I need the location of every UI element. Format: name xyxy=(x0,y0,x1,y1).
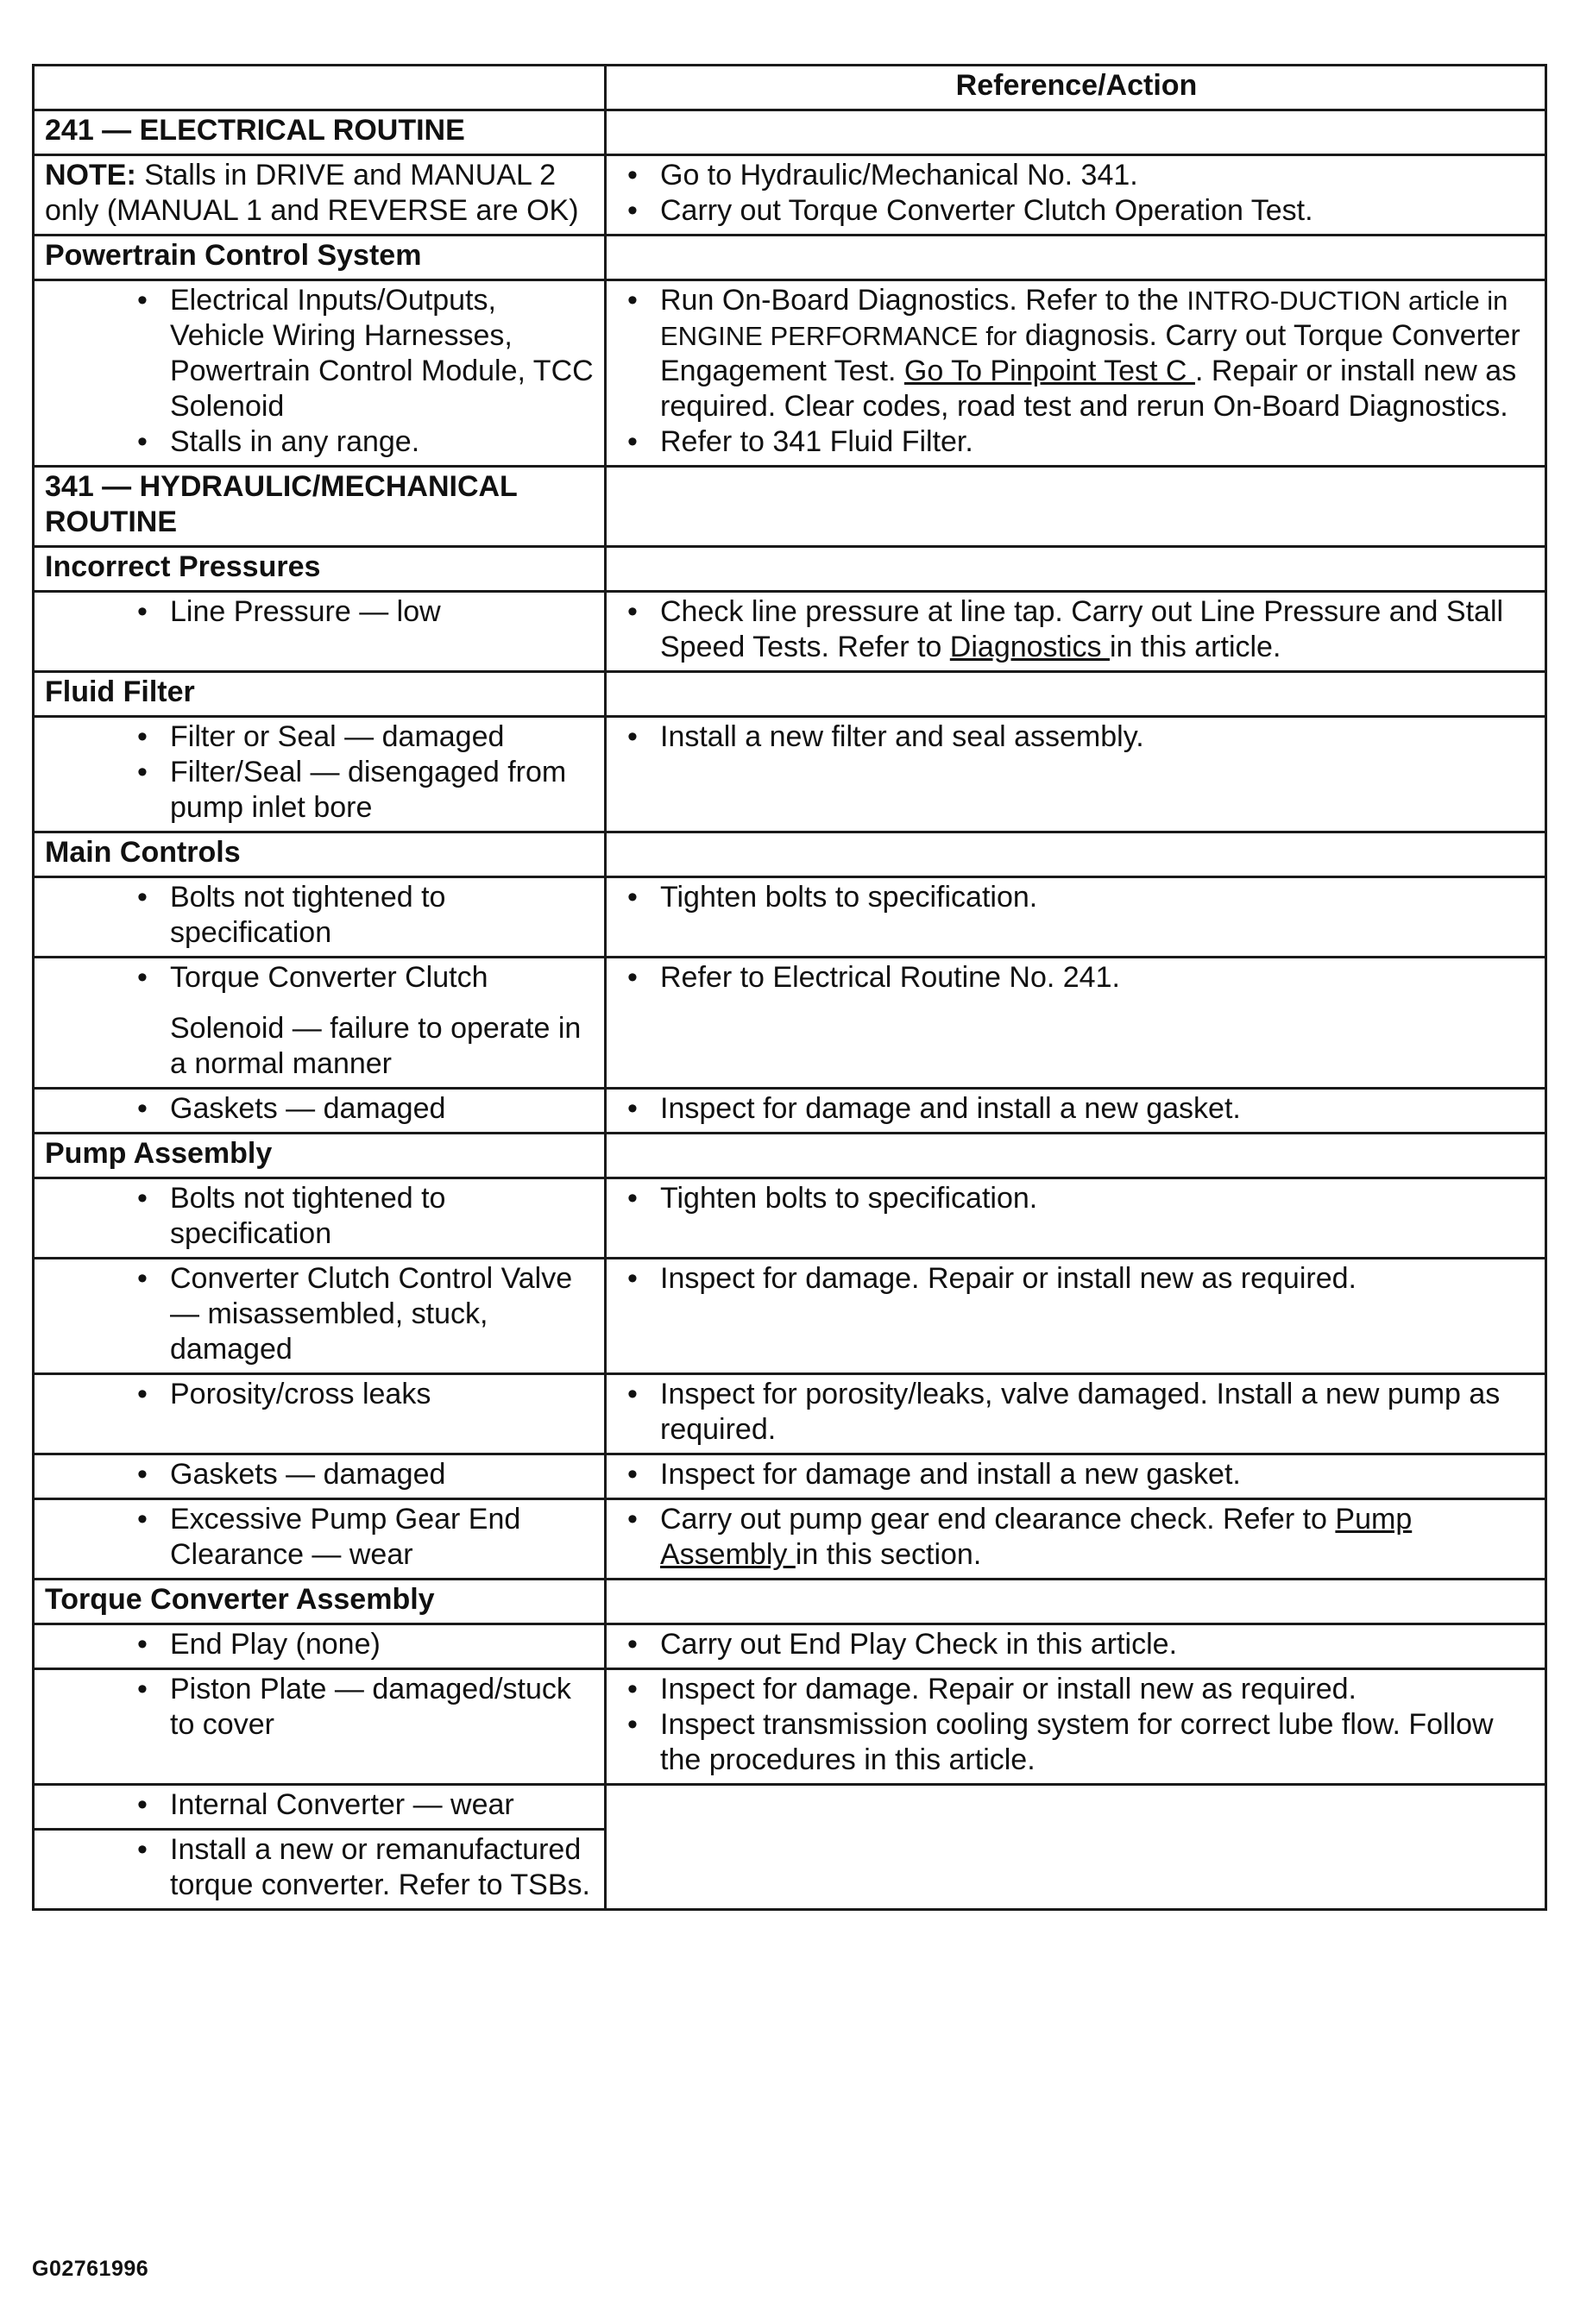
header-reference-action: Reference/Action xyxy=(606,66,1546,110)
list-item: • Refer to Electrical Routine No. 241. xyxy=(617,960,1536,996)
table-row xyxy=(34,1624,1546,1669)
cause-list xyxy=(45,283,595,460)
list-item: • Electrical Inputs/Outputs, Vehicle Wiring Harnesses, Powertrain Control Module, TCC Solenoid xyxy=(45,283,595,424)
header-col1 xyxy=(34,66,606,110)
list-item: • Install a new or remanufactured torque converter. Refer to TSBs. xyxy=(45,1832,595,1903)
note-text: Stalls in DRIVE and MANUAL 2 only (MANUAL 1 and REVERSE are OK) xyxy=(45,159,579,227)
list-item: • Torque Converter Clutch Solenoid — failure to operate in a normal manner xyxy=(45,960,595,1082)
section-row xyxy=(34,110,1546,155)
list-item: • Install a new filter and seal assembly. xyxy=(617,719,1536,755)
section-title-341: 341 — HYDRAULIC/MECHANICAL ROUTINE xyxy=(34,467,606,547)
figure-id: G02761996 xyxy=(32,2257,149,2281)
list-item: • Bolts not tightened to specification xyxy=(45,880,595,951)
list-item: • Inspect transmission cooling system for correct lube flow. Follow the procedures in this article. xyxy=(617,1707,1536,1778)
table-row xyxy=(34,1374,1546,1454)
list-item: • Run On-Board Diagnostics. Refer to the INTRO-DUCTION article in ENGINE PERFORMANCE for diagnosis. Carry out Torque Converter Engagement Test. Go To Pinpoint Test C . Repair or install new as required. Clear codes, road test and rerun On-Board Diagnostics. xyxy=(617,283,1536,424)
list-item: • Gaskets — damaged xyxy=(45,1457,595,1492)
table-row xyxy=(34,280,1546,467)
list-item: • Filter/Seal — disengaged from pump inlet bore xyxy=(45,755,595,826)
list-item: • Piston Plate — damaged/stuck to cover xyxy=(45,1672,595,1743)
action-list xyxy=(617,158,1536,229)
list-item: • Carry out Torque Converter Clutch Operation Test. xyxy=(617,193,1536,229)
table-row xyxy=(34,592,1546,672)
section-row xyxy=(34,236,1546,280)
list-item: • Bolts not tightened to specification xyxy=(45,1181,595,1252)
list-item: • Filter or Seal — damaged xyxy=(45,719,595,755)
section-title-241: 241 — ELECTRICAL ROUTINE xyxy=(34,110,606,155)
list-item: • Go to Hydraulic/Mechanical No. 341. xyxy=(617,158,1536,193)
note-label: NOTE: xyxy=(45,159,136,192)
section-row xyxy=(34,672,1546,717)
section-title-torque-converter: Torque Converter Assembly xyxy=(34,1580,606,1624)
section-row xyxy=(34,467,1546,547)
list-item: • Carry out End Play Check in this article. xyxy=(617,1627,1536,1662)
pinpoint-test-link[interactable]: Go To Pinpoint Test C xyxy=(903,355,1195,387)
pump-assembly-link[interactable]: Pump Assembly xyxy=(660,1503,1413,1571)
table-row xyxy=(34,1669,1546,1785)
action-list xyxy=(617,283,1536,460)
section-title-pressures: Incorrect Pressures xyxy=(34,547,606,592)
section-title-pump-assembly: Pump Assembly xyxy=(34,1134,606,1178)
list-item: • Inspect for damage and install a new gasket. xyxy=(617,1091,1536,1127)
list-item: • Check line pressure at line tap. Carry out Line Pressure and Stall Speed Tests. Refer to Diagnostics in this article. xyxy=(617,594,1536,665)
section-title-powertrain: Powertrain Control System xyxy=(34,236,606,280)
table-row xyxy=(34,1259,1546,1374)
section-row xyxy=(34,832,1546,877)
table-row xyxy=(34,1785,1546,1830)
list-item: • Refer to 341 Fluid Filter. xyxy=(617,424,1536,460)
list-item: • Tighten bolts to specification. xyxy=(617,1181,1536,1216)
diagnostics-link[interactable]: Diagnostics xyxy=(949,631,1110,663)
section-row xyxy=(34,1580,1546,1624)
table-row xyxy=(34,1499,1546,1580)
list-item: • Porosity/cross leaks xyxy=(45,1377,595,1412)
list-item: • Excessive Pump Gear End Clearance — wear xyxy=(45,1502,595,1573)
section-title-fluid-filter: Fluid Filter xyxy=(34,672,606,717)
list-item: • Tighten bolts to specification. xyxy=(617,880,1536,915)
list-item: • Gaskets — damaged xyxy=(45,1091,595,1127)
table-row xyxy=(34,1089,1546,1134)
table-row xyxy=(34,155,1546,236)
table-row xyxy=(34,958,1546,1089)
list-item: • Internal Converter — wear xyxy=(45,1787,595,1823)
list-item: • Inspect for porosity/leaks, valve damaged. Install a new pump as required. xyxy=(617,1377,1536,1448)
table-row xyxy=(34,1178,1546,1259)
list-item: • Inspect for damage. Repair or install new as required. xyxy=(617,1261,1536,1297)
table-row xyxy=(34,1454,1546,1499)
section-title-main-controls: Main Controls xyxy=(34,832,606,877)
list-item: • Line Pressure — low xyxy=(45,594,595,630)
list-item: • End Play (none) xyxy=(45,1627,595,1662)
diagnosis-table xyxy=(32,64,1547,1911)
table-row xyxy=(34,877,1546,958)
section-row xyxy=(34,547,1546,592)
note-cell xyxy=(34,155,606,236)
list-item: • Inspect for damage and install a new gasket. xyxy=(617,1457,1536,1492)
table-row xyxy=(34,717,1546,832)
list-item: • Stalls in any range. xyxy=(45,424,595,460)
list-item: • Carry out pump gear end clearance check. Refer to Pump Assembly in this section. xyxy=(617,1502,1536,1573)
section-row xyxy=(34,1134,1546,1178)
list-item: • Converter Clutch Control Valve — misassembled, stuck, damaged xyxy=(45,1261,595,1367)
table-header-row xyxy=(34,66,1546,110)
list-item: • Inspect for damage. Repair or install new as required. xyxy=(617,1672,1536,1707)
